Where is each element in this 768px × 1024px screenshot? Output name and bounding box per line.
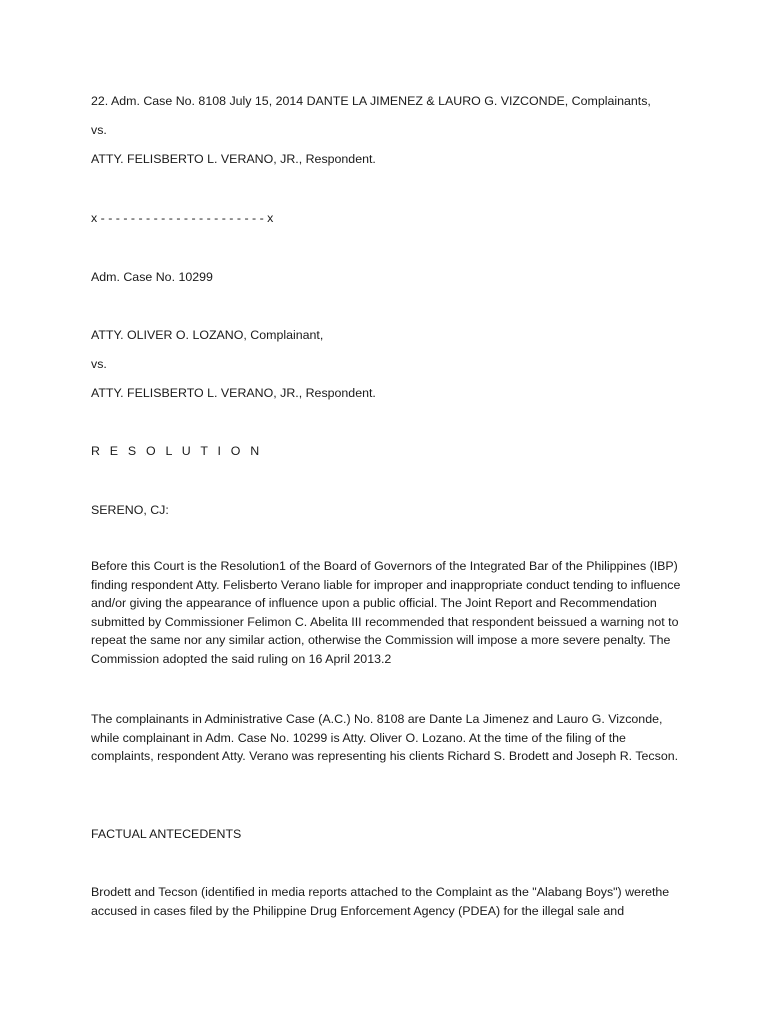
versus-text-2: vs. <box>91 357 107 371</box>
second-case-number: Adm. Case No. 10299 <box>91 270 213 284</box>
respondent-line: ATTY. FELISBERTO L. VERANO, JR., Respondent. <box>91 152 376 166</box>
case-separator: x - - - - - - - - - - - - - - - - - - - - - - x <box>91 211 274 225</box>
case-header: 22. Adm. Case No. 8108 July 15, 2014 DANTE LA JIMENEZ & LAURO G. VIZCONDE, Complainants, <box>91 94 651 108</box>
resolution-heading: R E S O L U T I O N <box>91 444 263 458</box>
section-heading: FACTUAL ANTECEDENTS <box>91 827 242 841</box>
complainant-line: ATTY. OLIVER O. LOZANO, Complainant, <box>91 328 324 342</box>
paragraph-1: Before this Court is the Resolution1 of the Board of Governors of the Integrated Bar of the Philippines (IBP) finding respondent Atty. Felisberto Verano liable for improper and inappropriate conduct tending to influence and/or giving the appearance of influence upon a public official. The Joint Report and Recommendation submitted by Commissioner Felimon C. Abelita III recommended that respondent beissued a warning not to repeat the same nor any similar action, otherwise the Commission will impose a more severe penalty. The Commission adopted the said ruling on 16 April 2013.2 <box>91 559 681 666</box>
respondent-line-2: ATTY. FELISBERTO L. VERANO, JR., Respondent. <box>91 386 376 400</box>
ponente: SERENO, CJ: <box>91 503 169 517</box>
paragraph-2: The complainants in Administrative Case (A.C.) No. 8108 are Dante La Jimenez and Lauro G. Vizconde, while complainant in Adm. Case No. 10299 is Atty. Oliver O. Lozano. At the time of the filing of the complaints, respondent Atty. Verano was representing his clients Richard S. Brodett and Joseph R. Tecson. <box>91 712 679 763</box>
paragraph-3: Brodett and Tecson (identified in media reports attached to the Complaint as the "Alabang Boys") werethe accused in cases filed by the Philippine Drug Enforcement Agency (PDEA) for the illegal sale and <box>91 885 670 918</box>
versus-text: vs. <box>91 123 107 137</box>
